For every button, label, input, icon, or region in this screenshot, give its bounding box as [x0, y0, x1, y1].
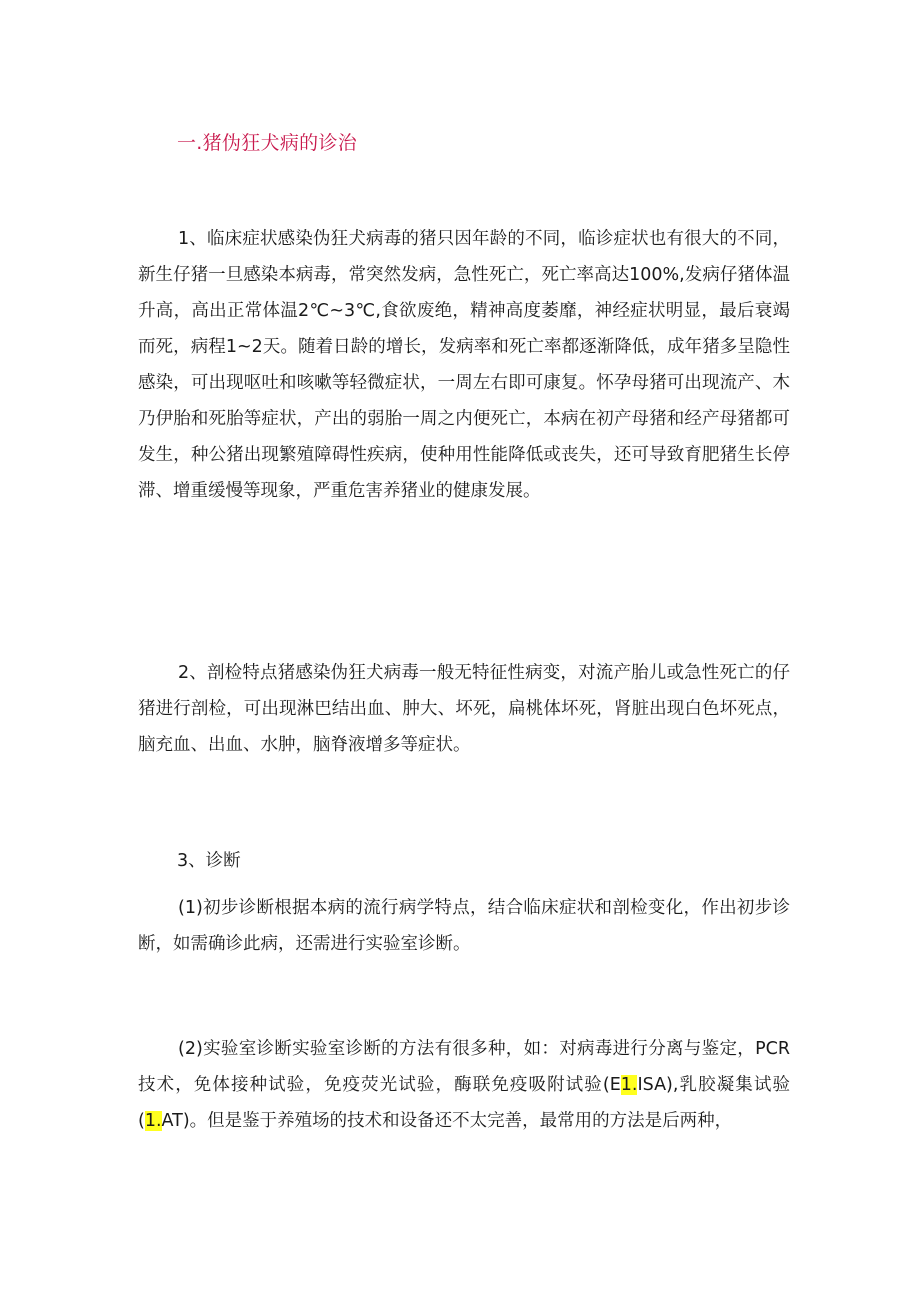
lab-diagnosis-text-1: (2)实验室诊断实验室诊断的方法有很多种，如：对病毒进行分离与鉴定，PCR技术，免体接种试验，免疫荧光试验，酶联免疫吸附试验(E: [138, 1039, 790, 1095]
highlighted-text: 1.: [144, 1111, 162, 1131]
lab-diagnosis-text-3: AT)。但是鉴于养殖场的技术和设备还不太完善，最常用的方法是后两种，: [161, 1111, 733, 1131]
lab-diagnosis-text-2: ISA),乳胶凝集试验(: [138, 1075, 790, 1131]
autopsy-features-paragraph: 2、剖检特点猪感染伪狂犬病毒一般无特征性病变，对流产胎儿或急性死亡的仔猪进行剖检，可出现淋巴结出血、肿大、坏死，扁桃体坏死，肾脏出现白色坏死点，脑充血、出血、水肿，脑脊液增多等症状。: [138, 663, 790, 755]
page-title: 一.猪伪狂犬病的诊治: [177, 132, 358, 154]
highlighted-text: 1.: [620, 1075, 638, 1095]
lab-diagnosis-paragraph: [138, 1031, 790, 1139]
clinical-symptoms-paragraph: 1、临床症状感染伪狂犬病毒的猪只因年龄的不同，临诊症状也有很大的不同，新生仔猪一旦感染本病毒，常突然发病，急性死亡，死亡率高达100%,发病仔猪体温升高，高出正常体温2℃~3℃,食欲废绝，精神高度萎靡，神经症状明显，最后衰竭而死，病程1~2天。随着日龄的增长，发病率和死亡率都逐渐降低，成年猪多呈隐性感染，可出现呕吐和咳嗽等轻微症状，一周左右即可康复。怀孕母猪可出现流产、木乃伊胎和死胎等症状，产出的弱胎一周之内便死亡，本病在初产母猪和经产母猪都可发生，种公猪出现繁殖障碍性疾病，使种用性能降低或丧失，还可导致育肥猪生长停滞、增重缓慢等现象，严重危害养猪业的健康发展。: [138, 229, 790, 501]
preliminary-diagnosis-paragraph: (1)初步诊断根据本病的流行病学特点，结合临床症状和剖检变化，作出初步诊断，如需确诊此病，还需进行实验室诊断。: [138, 898, 790, 954]
diagnosis-heading: 3、诊断: [177, 851, 241, 871]
